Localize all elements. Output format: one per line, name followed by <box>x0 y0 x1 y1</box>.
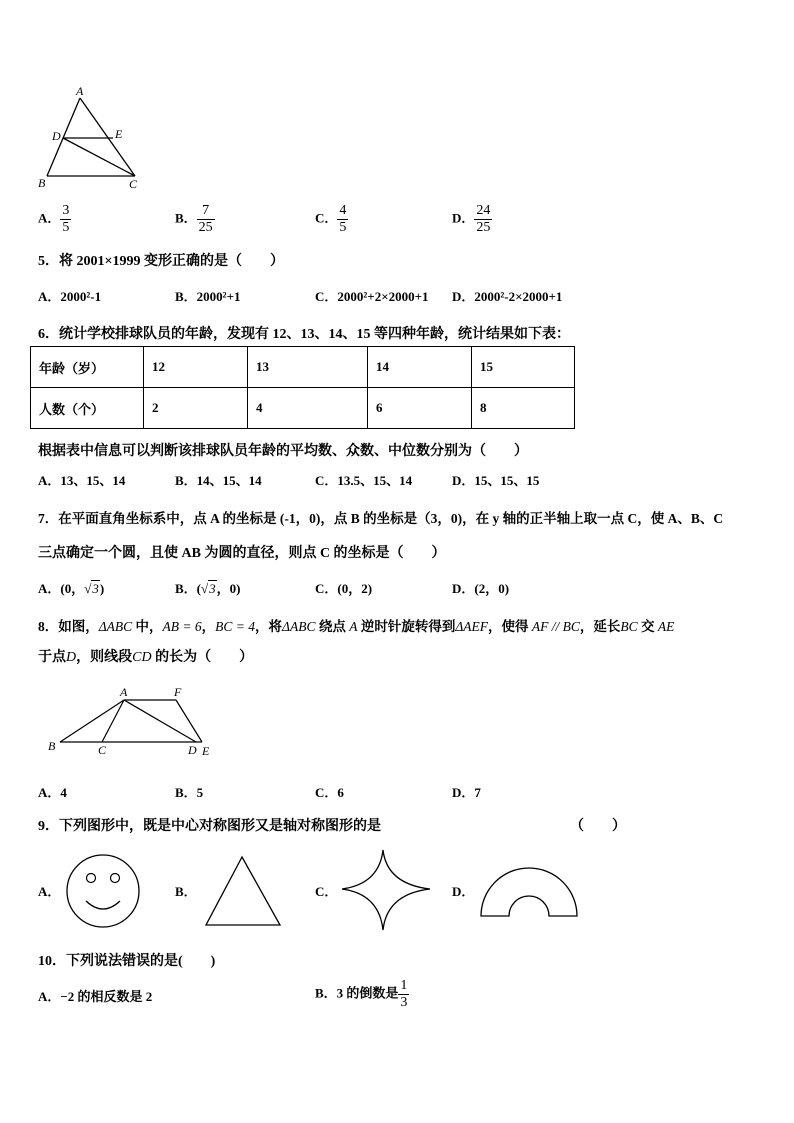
table-cell: 14 <box>368 347 472 388</box>
triangle-icon <box>200 853 290 931</box>
q6-age-table <box>30 346 575 429</box>
four-point-star-icon <box>340 846 440 936</box>
q9-answer-paren: （ ） <box>570 819 626 834</box>
q8-option-a[interactable]: A．4 <box>38 785 67 800</box>
table-row <box>31 347 575 388</box>
table-cell: 2 <box>144 388 248 429</box>
sqrt-icon: √ <box>201 581 209 596</box>
q5-option-d[interactable]: D．2000²-2×2000+1 <box>452 289 563 304</box>
q9-option-b[interactable]: B． <box>175 884 197 899</box>
q8-label-a: A <box>120 685 128 699</box>
table-cell: 12 <box>144 347 248 388</box>
q6-stem: 6．统计学校排球队员的年龄，发现有 12、13、14、15 等四种年龄，统计结果如下表： <box>38 327 570 342</box>
q9-stem: 9．下列图形中，既是中心对称图形又是轴对称图形的是 <box>38 819 381 834</box>
table-cell: 4 <box>248 388 368 429</box>
q6-option-a[interactable]: A．13、15、14 <box>38 473 126 488</box>
q8-option-b[interactable]: B．5 <box>175 785 204 800</box>
q4-option-a[interactable]: A． $\frac{3}{5}$ <box>38 203 70 235</box>
q8-stem-line1: 8．如图，ΔABC 中，AB = 6，BC = 4，将ΔABC 绕点 A 逆时针旋转得到ΔAEF，使得 AF // BC，延长BC 交 AE <box>38 619 675 634</box>
table-cell: 15 <box>472 347 575 388</box>
q4-label-d: D <box>52 129 61 143</box>
table-cell: 13 <box>248 347 368 388</box>
q9-option-d[interactable]: D． <box>452 884 475 899</box>
semicircular-arch-icon <box>477 856 582 920</box>
q8-label-f: F <box>174 685 182 699</box>
q5-option-c[interactable]: C．2000²+2×2000+1 <box>315 289 429 304</box>
q4-label-b: B <box>38 176 46 190</box>
q10-option-a[interactable]: A．−2 的相反数是 2 <box>38 989 153 1004</box>
q5-stem: 5．将 2001×1999 变形正确的是（ ） <box>38 254 284 269</box>
q9-option-c[interactable]: C． <box>315 884 338 899</box>
q4-option-c[interactable]: C． $\frac{4}{5}$ <box>315 203 347 235</box>
table-cell: 8 <box>472 388 575 429</box>
sqrt-icon: √ <box>84 581 92 596</box>
q10-stem: 10．下列说法错误的是( ) <box>38 954 216 969</box>
q8-option-c[interactable]: C．6 <box>315 785 344 800</box>
q6-followup: 根据表中信息可以判断该排球队员年龄的平均数、众数、中位数分别为（ ） <box>38 444 528 459</box>
q8-figure <box>40 682 230 762</box>
q4-option-d[interactable]: D． $\frac{24}{25}$ <box>452 203 491 235</box>
q7-option-a[interactable]: A．(0，√3) <box>38 581 105 596</box>
q7-stem-line1: 7．在平面直角坐标系中，点 A 的坐标是 (-1，0)，点 B 的坐标是（3，0)，在 y 轴的正半轴上取一点 C，使 A、B、C <box>38 511 724 526</box>
q7-option-d[interactable]: D．(2，0) <box>452 581 510 596</box>
q8-label-c: C <box>98 743 107 757</box>
q8-label-d: D <box>188 743 197 757</box>
q4-triangle-figure <box>35 82 145 192</box>
q7-stem-line2: 三点确定一个圆，且使 AB 为圆的直径，则点 C 的坐标是（ ） <box>38 546 446 561</box>
q4-label-a: A <box>76 84 84 98</box>
q7-option-b[interactable]: B．(√3，0) <box>175 581 241 596</box>
q4-option-b[interactable]: B． $\frac{7}{25}$ <box>175 203 213 235</box>
q8-option-d[interactable]: D．7 <box>452 785 481 800</box>
table-cell: 年龄（岁） <box>31 347 144 388</box>
q8-label-b: B <box>48 739 56 753</box>
q10-option-b[interactable]: B．3 的倒数是 $\frac{1}{3}$ <box>315 978 408 1010</box>
q7-option-c[interactable]: C．(0，2) <box>315 581 373 596</box>
table-cell: 6 <box>368 388 472 429</box>
q8-label-e: E <box>202 744 210 758</box>
q5-option-a[interactable]: A．2000²-1 <box>38 289 102 304</box>
table-row <box>31 388 575 429</box>
table-cell: 人数（个） <box>31 388 144 429</box>
q4-label-e: E <box>115 127 123 141</box>
q8-stem-line2: 于点D，则线段CD 的长为（ ） <box>38 650 254 665</box>
q6-option-c[interactable]: C．13.5、15、14 <box>315 473 413 488</box>
q6-option-b[interactable]: B．14、15、14 <box>175 473 262 488</box>
q4-label-c: C <box>129 177 138 191</box>
q9-option-a[interactable]: A． <box>38 884 61 899</box>
q5-option-b[interactable]: B．2000²+1 <box>175 289 241 304</box>
smiley-face-icon <box>64 851 144 931</box>
q6-option-d[interactable]: D．15、15、15 <box>452 473 540 488</box>
